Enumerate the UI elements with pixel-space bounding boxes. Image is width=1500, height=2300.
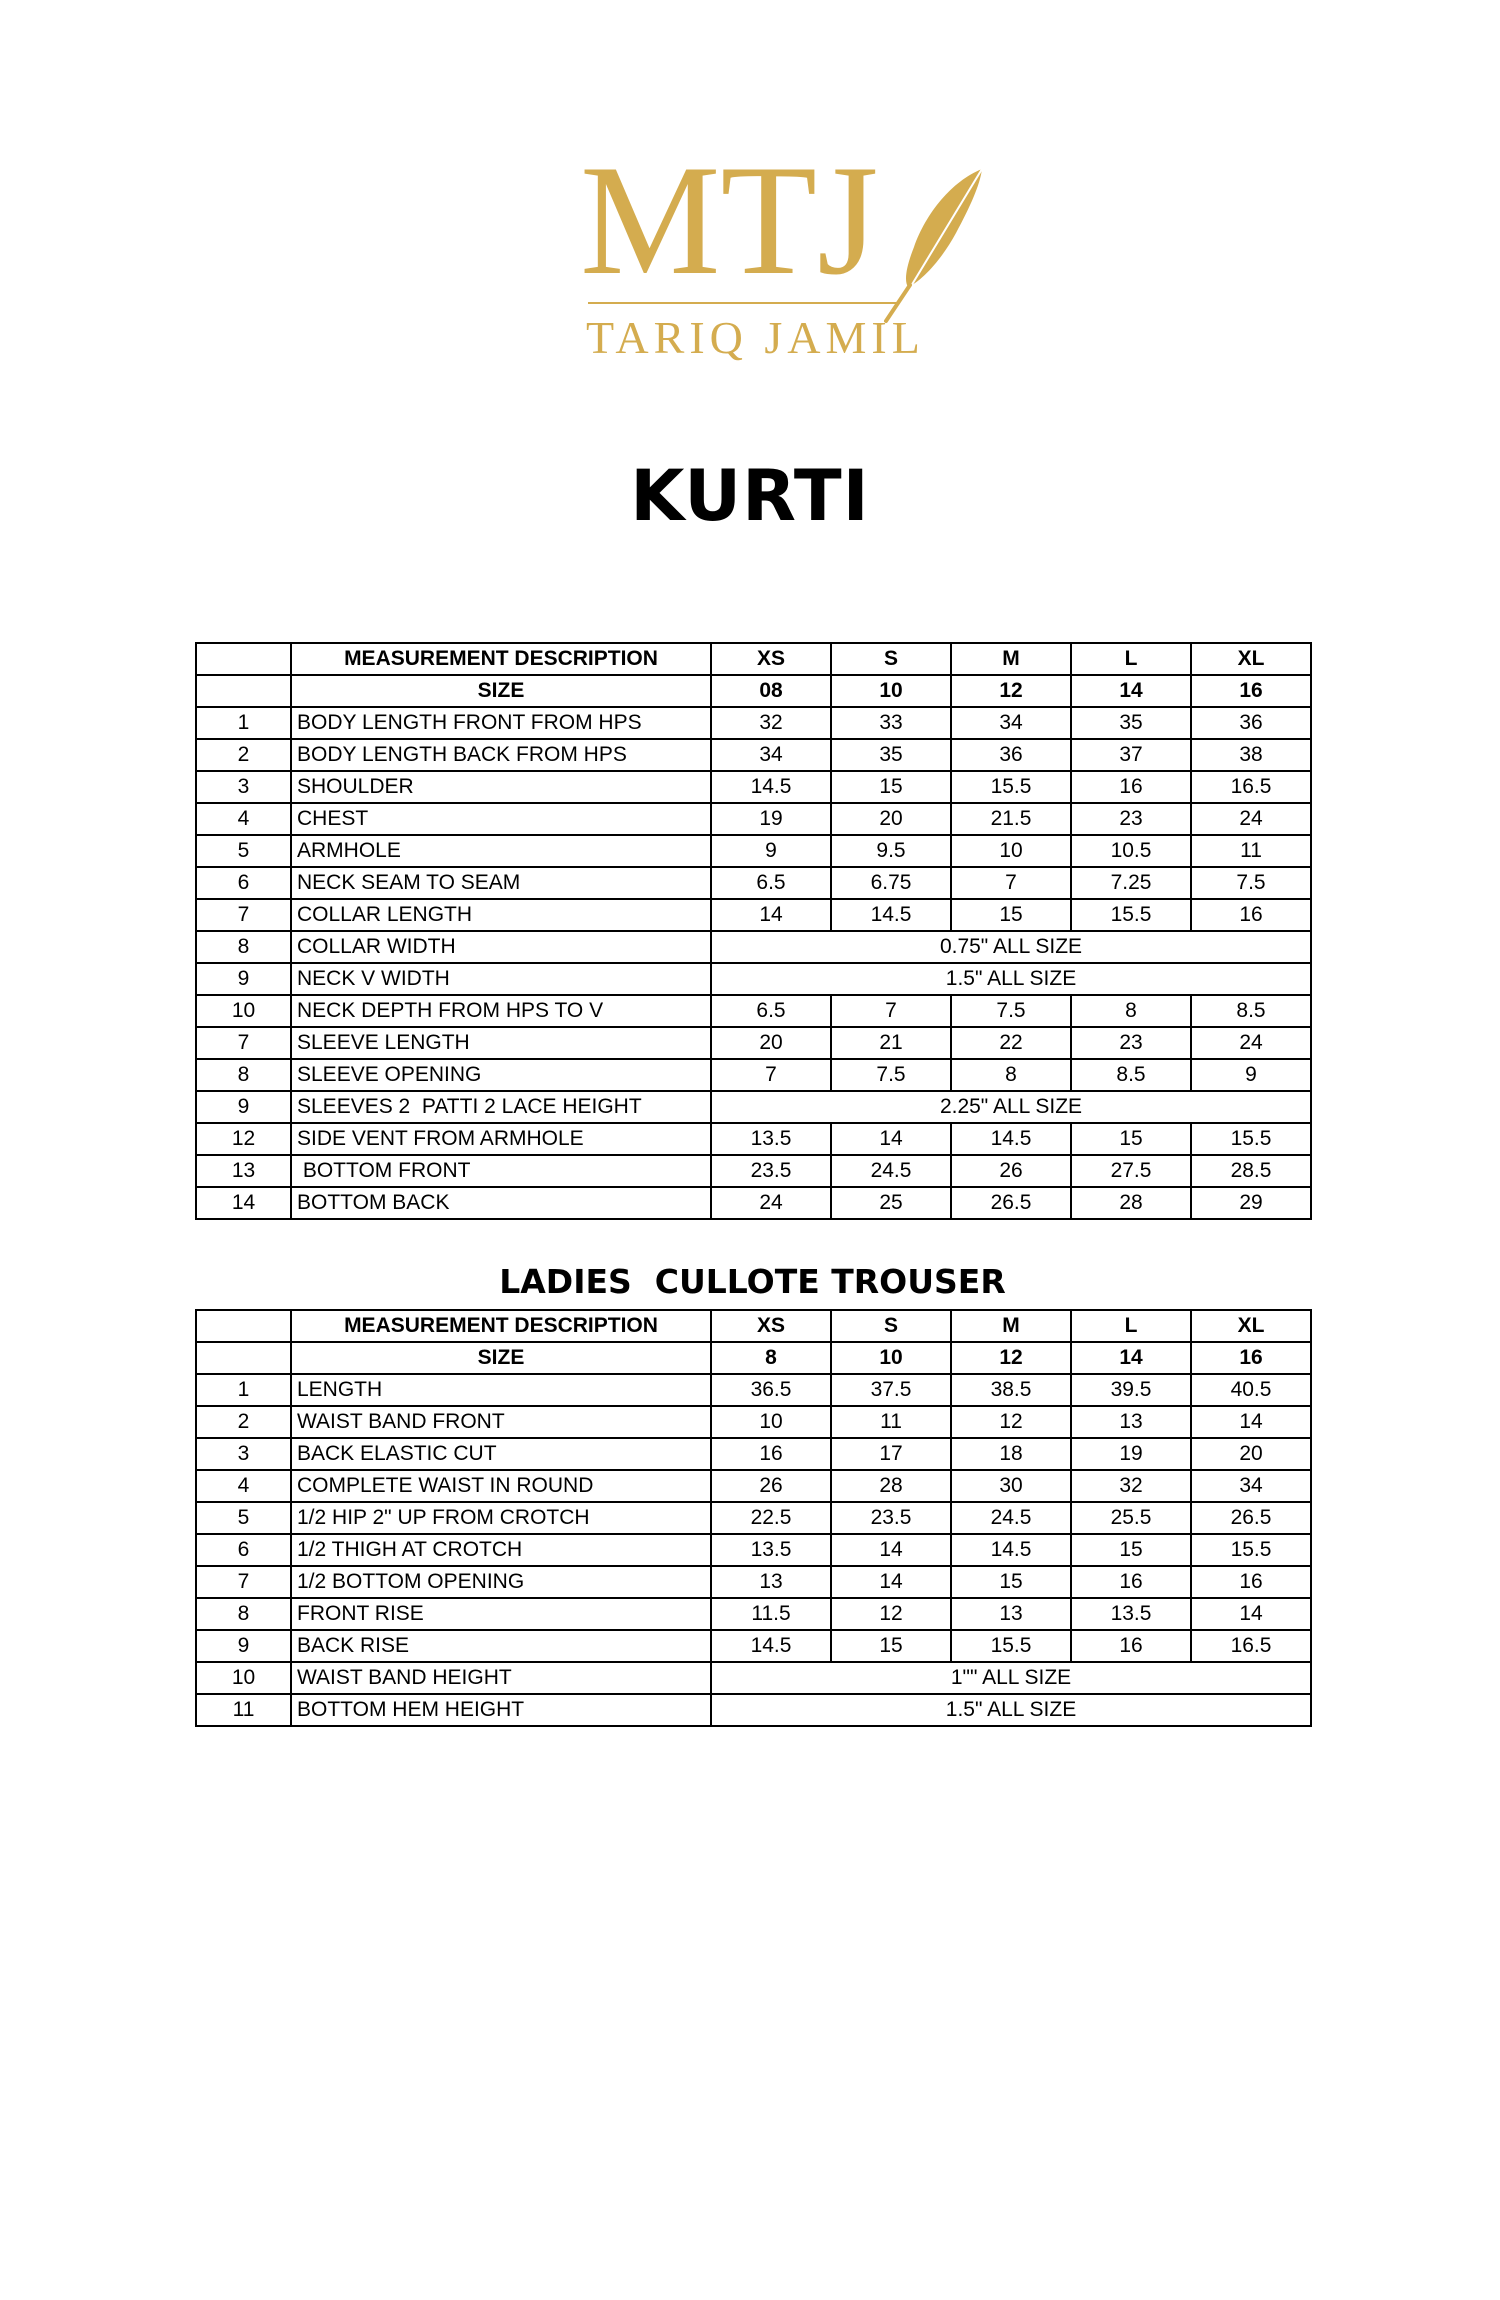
size-number: 16 [1191,1342,1311,1374]
measurement-value: 10 [951,835,1071,867]
measurement-value: 40.5 [1191,1374,1311,1406]
measurement-value: 22 [951,1027,1071,1059]
table-row [196,835,1311,867]
row-description: SIDE VENT FROM ARMHOLE [291,1123,711,1155]
size-label: S [831,643,951,675]
row-number: 10 [196,1662,291,1694]
measurement-value: 36 [1191,707,1311,739]
table-row [196,771,1311,803]
blank-cell [196,675,291,707]
table-row [196,1438,1311,1470]
measurement-value: 7.5 [831,1059,951,1091]
row-description: BODY LENGTH BACK FROM HPS [291,739,711,771]
measurement-value: 22.5 [711,1502,831,1534]
size-label: M [951,643,1071,675]
table-row [196,1566,1311,1598]
measurement-value: 39.5 [1071,1374,1191,1406]
measurement-value: 34 [1191,1470,1311,1502]
row-number: 12 [196,1123,291,1155]
measurement-value: 34 [711,739,831,771]
measurement-value: 6.5 [711,867,831,899]
table-row [196,803,1311,835]
row-description: NECK V WIDTH [291,963,711,995]
size-number-row [196,675,1311,707]
column-header-description: MEASUREMENT DESCRIPTION [291,643,711,675]
table-row [196,1155,1311,1187]
row-description: BODY LENGTH FRONT FROM HPS [291,707,711,739]
size-label: L [1071,643,1191,675]
measurement-value: 8 [1071,995,1191,1027]
row-number: 4 [196,803,291,835]
size-row-label: SIZE [291,675,711,707]
measurement-value: 15 [831,1630,951,1662]
table-row [196,1534,1311,1566]
row-number: 6 [196,1534,291,1566]
row-number: 1 [196,1374,291,1406]
row-number: 2 [196,739,291,771]
table-row [196,1374,1311,1406]
header-row [196,643,1311,675]
row-number: 5 [196,1502,291,1534]
measurement-value: 14 [711,899,831,931]
measurement-value: 30 [951,1470,1071,1502]
measurement-value: 24.5 [831,1155,951,1187]
measurement-value: 7 [831,995,951,1027]
row-description: 1/2 HIP 2" UP FROM CROTCH [291,1502,711,1534]
measurement-value: 28 [831,1470,951,1502]
measurement-value: 14 [1191,1406,1311,1438]
blank-cell [196,1342,291,1374]
measurement-value: 16 [1071,1566,1191,1598]
measurement-value: 6.75 [831,867,951,899]
table-row [196,867,1311,899]
measurement-value: 21 [831,1027,951,1059]
measurement-value: 32 [711,707,831,739]
row-description: BOTTOM HEM HEIGHT [291,1694,711,1726]
row-description: SHOULDER [291,771,711,803]
measurement-value: 23 [1071,1027,1191,1059]
size-number-row [196,1342,1311,1374]
row-number: 8 [196,931,291,963]
measurement-value: 32 [1071,1470,1191,1502]
measurement-value: 15 [1071,1534,1191,1566]
measurement-value: 29 [1191,1187,1311,1219]
measurement-value: 16 [711,1438,831,1470]
measurement-value: 15.5 [1191,1534,1311,1566]
size-number: 8 [711,1342,831,1374]
row-number: 14 [196,1187,291,1219]
table-row [196,1470,1311,1502]
measurement-value: 25.5 [1071,1502,1191,1534]
row-number: 1 [196,707,291,739]
measurement-value: 12 [951,1406,1071,1438]
size-label: L [1071,1310,1191,1342]
row-number: 7 [196,1566,291,1598]
row-description: COLLAR LENGTH [291,899,711,931]
logo-text: MTJ [580,135,879,308]
row-number: 3 [196,771,291,803]
row-description: BACK ELASTIC CUT [291,1438,711,1470]
table-row [196,1123,1311,1155]
size-number: 10 [831,675,951,707]
table-row [196,931,1311,963]
measurement-value: 16 [1071,1630,1191,1662]
size-number: 08 [711,675,831,707]
measurement-value: 28.5 [1191,1155,1311,1187]
measurement-value: 20 [1191,1438,1311,1470]
blank-cell [196,1310,291,1342]
measurement-value: 14 [831,1534,951,1566]
measurement-value: 13 [951,1598,1071,1630]
measurement-value: 7.5 [951,995,1071,1027]
row-number: 6 [196,867,291,899]
measurement-value: 26 [711,1470,831,1502]
measurement-value: 36.5 [711,1374,831,1406]
all-size-value: 0.75" ALL SIZE [711,931,1311,963]
table-row [196,899,1311,931]
size-label: S [831,1310,951,1342]
measurement-value: 16 [1191,1566,1311,1598]
measurement-value: 9 [1191,1059,1311,1091]
measurement-value: 13 [1071,1406,1191,1438]
row-number: 10 [196,995,291,1027]
row-number: 9 [196,1091,291,1123]
measurement-value: 26 [951,1155,1071,1187]
logo-tagline: TARIQ JAMIL [586,312,925,363]
measurement-value: 36 [951,739,1071,771]
measurement-value: 25 [831,1187,951,1219]
measurement-value: 23.5 [711,1155,831,1187]
measurement-value: 23.5 [831,1502,951,1534]
measurement-value: 37 [1071,739,1191,771]
row-description: COMPLETE WAIST IN ROUND [291,1470,711,1502]
size-number: 14 [1071,675,1191,707]
measurement-value: 24 [711,1187,831,1219]
row-description: NECK DEPTH FROM HPS TO V [291,995,711,1027]
row-number: 2 [196,1406,291,1438]
measurement-value: 11 [1191,835,1311,867]
measurement-value: 14 [1191,1598,1311,1630]
table-row [196,1027,1311,1059]
size-row-label: SIZE [291,1342,711,1374]
row-description: WAIST BAND HEIGHT [291,1662,711,1694]
measurement-value: 20 [831,803,951,835]
measurement-value: 11.5 [711,1598,831,1630]
measurement-value: 8.5 [1071,1059,1191,1091]
measurement-value: 8 [951,1059,1071,1091]
measurement-value: 10 [711,1406,831,1438]
measurement-value: 7.5 [1191,867,1311,899]
row-description: BOTTOM BACK [291,1187,711,1219]
row-description: SLEEVES 2 PATTI 2 LACE HEIGHT [291,1091,711,1123]
row-number: 11 [196,1694,291,1726]
table-row [196,1630,1311,1662]
measurement-value: 28 [1071,1187,1191,1219]
size-label: XL [1191,643,1311,675]
table-row [196,995,1311,1027]
page-title: KURTI [630,455,870,537]
measurement-value: 12 [831,1598,951,1630]
measurement-value: 35 [831,739,951,771]
row-description: NECK SEAM TO SEAM [291,867,711,899]
row-description: 1/2 THIGH AT CROTCH [291,1534,711,1566]
measurement-value: 24 [1191,1027,1311,1059]
size-number: 14 [1071,1342,1191,1374]
measurement-value: 14.5 [711,771,831,803]
measurement-value: 37.5 [831,1374,951,1406]
row-description: 1/2 BOTTOM OPENING [291,1566,711,1598]
row-description: ARMHOLE [291,835,711,867]
measurement-value: 18 [951,1438,1071,1470]
table-row [196,1059,1311,1091]
measurement-value: 15.5 [951,771,1071,803]
measurement-value: 16.5 [1191,1630,1311,1662]
measurement-value: 11 [831,1406,951,1438]
row-number: 9 [196,963,291,995]
measurement-value: 26.5 [1191,1502,1311,1534]
row-number: 13 [196,1155,291,1187]
measurement-value: 27.5 [1071,1155,1191,1187]
size-label: XS [711,643,831,675]
measurement-value: 16 [1191,899,1311,931]
table-row [196,1187,1311,1219]
measurement-value: 14.5 [951,1123,1071,1155]
measurement-value: 15 [831,771,951,803]
measurement-value: 15.5 [1071,899,1191,931]
measurement-value: 15 [1071,1123,1191,1155]
size-number: 12 [951,675,1071,707]
feather-icon [886,169,982,321]
row-description: SLEEVE OPENING [291,1059,711,1091]
measurement-value: 26.5 [951,1187,1071,1219]
measurement-value: 14 [831,1566,951,1598]
size-label: XL [1191,1310,1311,1342]
size-number: 16 [1191,675,1311,707]
measurement-value: 19 [711,803,831,835]
measurement-value: 7.25 [1071,867,1191,899]
table-row [196,1502,1311,1534]
table-row [196,1406,1311,1438]
table-row [196,1091,1311,1123]
table-row [196,739,1311,771]
measurement-value: 15 [951,1566,1071,1598]
measurement-value: 21.5 [951,803,1071,835]
row-number: 4 [196,1470,291,1502]
table-row [196,1662,1311,1694]
table-row [196,1694,1311,1726]
size-number: 10 [831,1342,951,1374]
blank-cell [196,643,291,675]
measurement-value: 20 [711,1027,831,1059]
measurement-value: 23 [1071,803,1191,835]
row-number: 5 [196,835,291,867]
measurement-value: 6.5 [711,995,831,1027]
row-description: CHEST [291,803,711,835]
measurement-value: 7 [711,1059,831,1091]
measurement-value: 9.5 [831,835,951,867]
measurement-value: 15.5 [951,1630,1071,1662]
table-row [196,963,1311,995]
header-row [196,1310,1311,1342]
table-row [196,1598,1311,1630]
table-row [196,707,1311,739]
size-label: M [951,1310,1071,1342]
row-description: SLEEVE LENGTH [291,1027,711,1059]
trouser-section-title: LADIES CULLOTE TROUSER [499,1262,1006,1301]
row-description: FRONT RISE [291,1598,711,1630]
measurement-value: 16 [1071,771,1191,803]
all-size-value: 1.5" ALL SIZE [711,963,1311,995]
all-size-value: 1"" ALL SIZE [711,1662,1311,1694]
row-description: WAIST BAND FRONT [291,1406,711,1438]
column-header-description: MEASUREMENT DESCRIPTION [291,1310,711,1342]
measurement-value: 38 [1191,739,1311,771]
row-number: 7 [196,899,291,931]
row-description: BOTTOM FRONT [291,1155,711,1187]
measurement-value: 13.5 [711,1534,831,1566]
measurement-value: 14.5 [951,1534,1071,1566]
measurement-value: 24 [1191,803,1311,835]
measurement-value: 15 [951,899,1071,931]
row-number: 3 [196,1438,291,1470]
measurement-value: 13 [711,1566,831,1598]
measurement-value: 13.5 [711,1123,831,1155]
measurement-value: 34 [951,707,1071,739]
measurement-value: 9 [711,835,831,867]
measurement-value: 15.5 [1191,1123,1311,1155]
size-number: 12 [951,1342,1071,1374]
row-description: LENGTH [291,1374,711,1406]
measurement-value: 35 [1071,707,1191,739]
brand-logo [580,135,1000,365]
row-number: 8 [196,1059,291,1091]
trouser-size-chart [195,1309,1312,1727]
all-size-value: 2.25" ALL SIZE [711,1091,1311,1123]
measurement-value: 19 [1071,1438,1191,1470]
measurement-value: 14 [831,1123,951,1155]
measurement-value: 7 [951,867,1071,899]
kurti-size-chart [195,642,1312,1220]
all-size-value: 1.5" ALL SIZE [711,1694,1311,1726]
measurement-value: 8.5 [1191,995,1311,1027]
row-description: BACK RISE [291,1630,711,1662]
measurement-value: 14.5 [831,899,951,931]
measurement-value: 10.5 [1071,835,1191,867]
measurement-value: 17 [831,1438,951,1470]
row-number: 9 [196,1630,291,1662]
measurement-value: 33 [831,707,951,739]
size-label: XS [711,1310,831,1342]
measurement-value: 14.5 [711,1630,831,1662]
measurement-value: 24.5 [951,1502,1071,1534]
row-description: COLLAR WIDTH [291,931,711,963]
measurement-value: 13.5 [1071,1598,1191,1630]
row-number: 8 [196,1598,291,1630]
measurement-value: 38.5 [951,1374,1071,1406]
row-number: 7 [196,1027,291,1059]
measurement-value: 16.5 [1191,771,1311,803]
